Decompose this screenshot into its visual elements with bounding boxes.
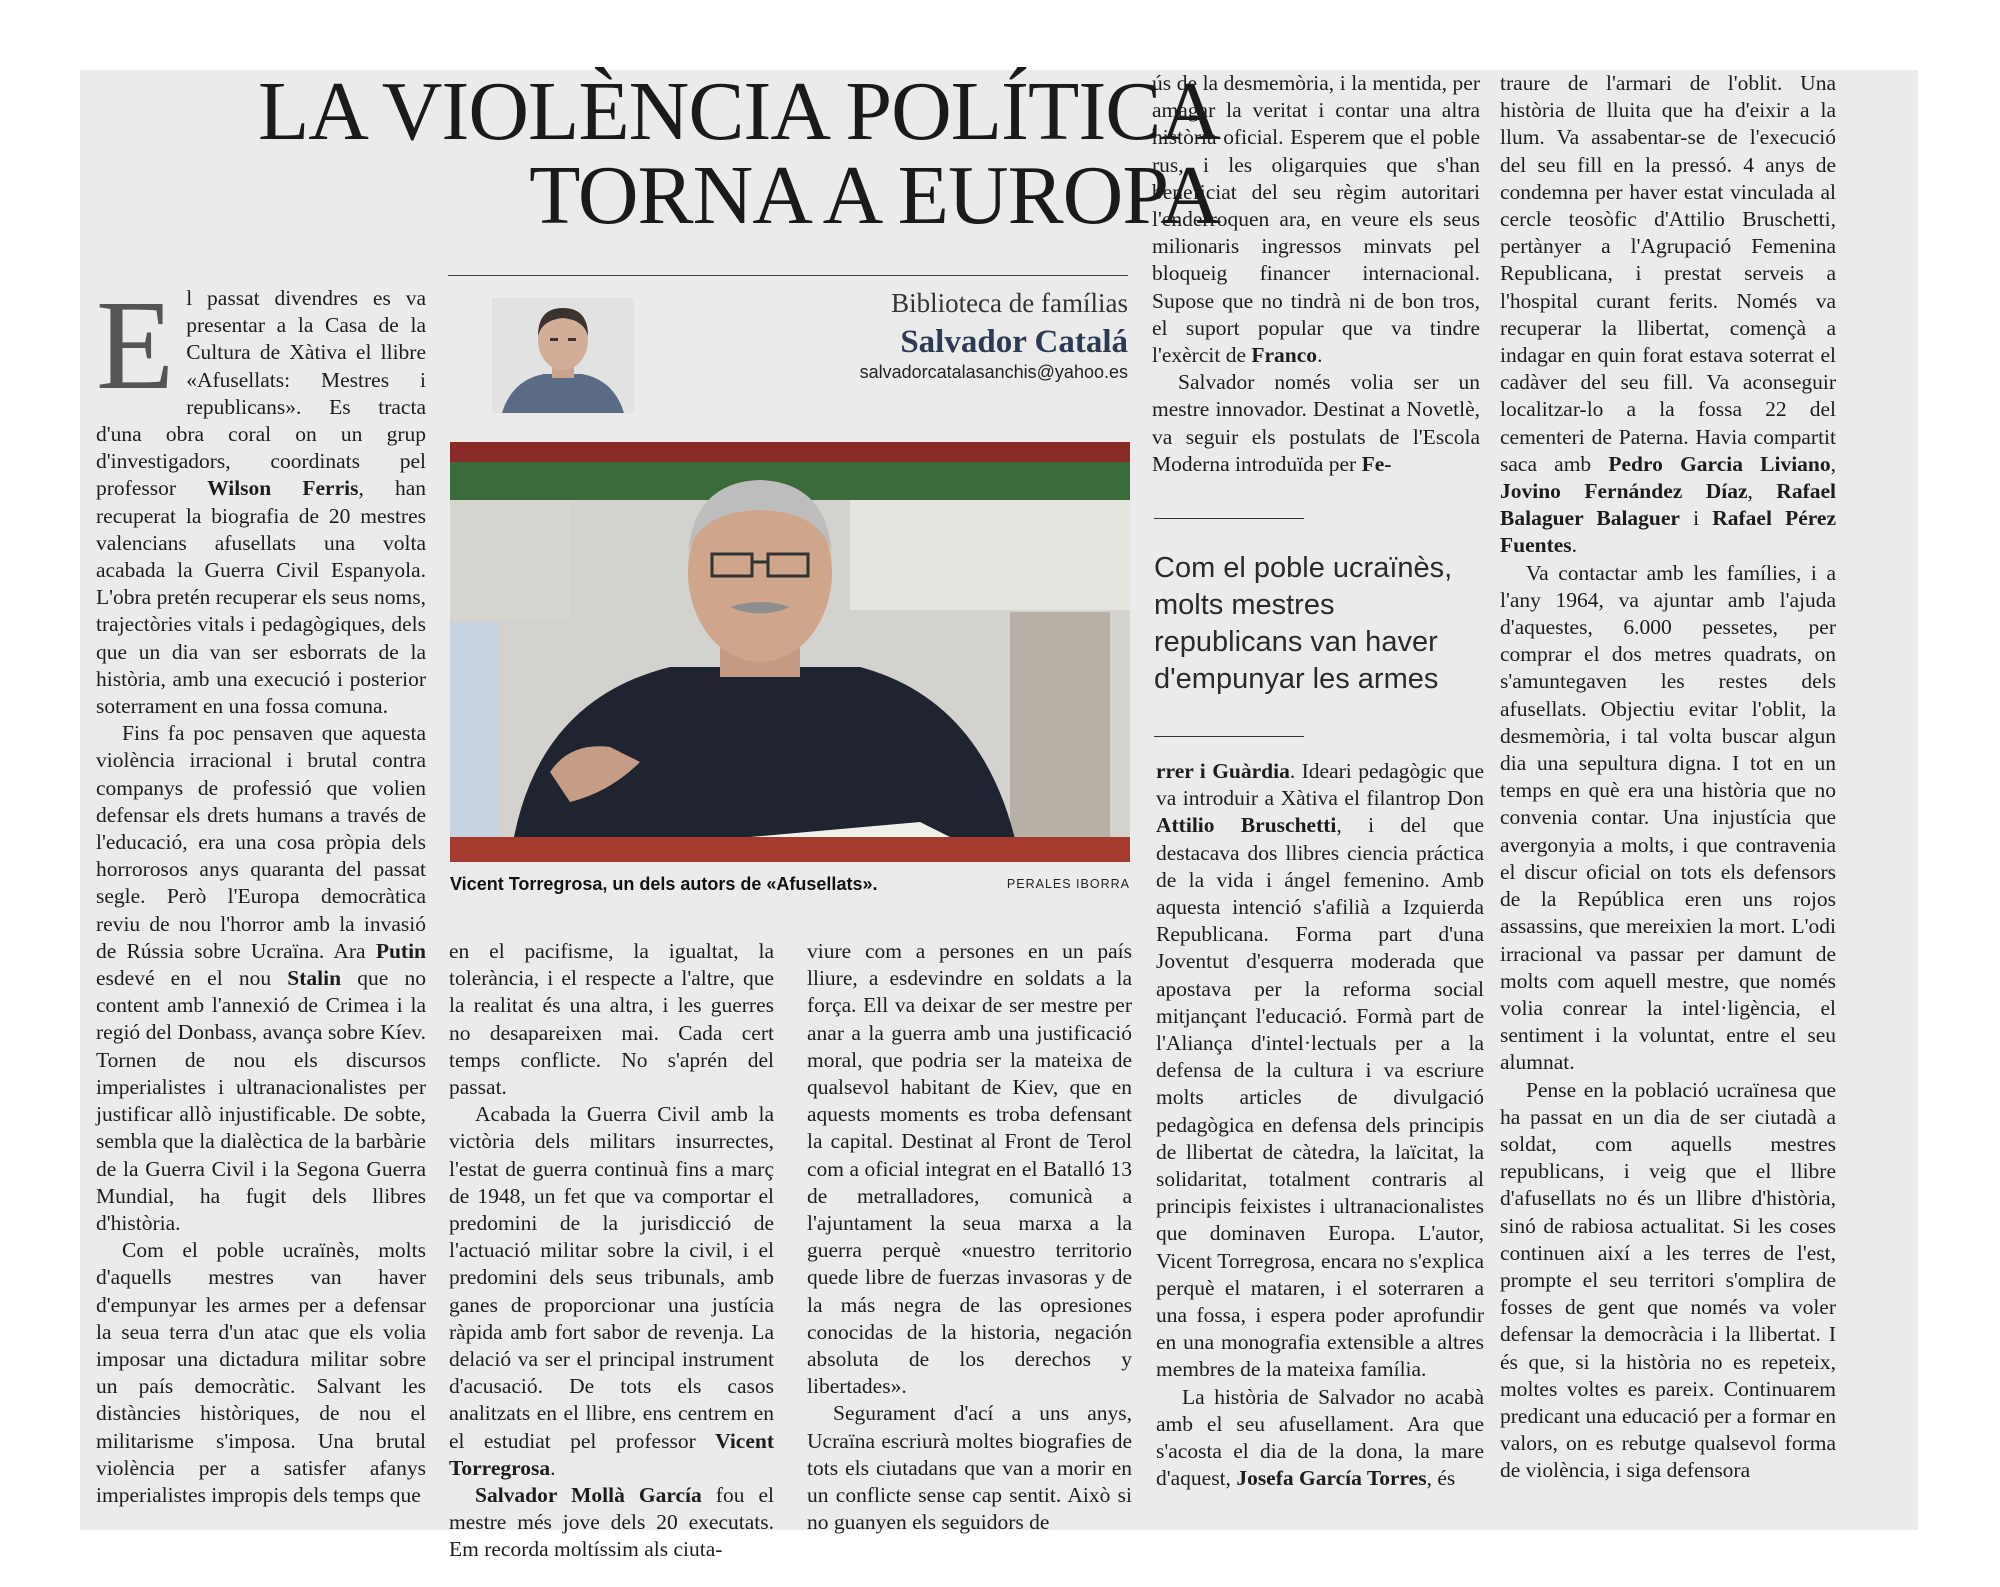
text: ,	[1747, 479, 1777, 504]
text: .	[1317, 343, 1323, 368]
text: i	[1679, 506, 1713, 531]
bold-name: Vicent Torregrosa	[449, 1428, 774, 1480]
text: , és	[1426, 1466, 1456, 1491]
photo-credit: PERALES IBORRA	[1006, 877, 1130, 891]
bold-name: Jovino Fernández Díaz	[1500, 479, 1748, 504]
headline	[140, 65, 1220, 242]
pull-quote-rule-bottom	[1154, 736, 1304, 737]
paragraph: Va contactar amb les famílies, i a l'any 1964, va ajuntar amb l'ajuda d'aquestes, 6.000 pessetes, per comprar el dos metres quadrats, on s'amuntegaven les restes dels afusellats. Objectiu evitar l'oblit, la desmemòria, i tal volta buscar algun dia una sepultura digna. I tot en un temps en què era una història que no convenia contar. Una injustícia que avergonyia a molts, i que contravenia el discur oficial on tots els defensors de la República eren uns rojos assassins, que mereixien la mort. L'odi irracional va passar per damunt de molts com aquell mestre, que només volia conrear la intel·ligència, el sentiment i la voluntat, entre el seu alumnat.	[1500, 560, 1836, 1075]
paragraph	[449, 1101, 774, 1482]
bold-name: Rafael Pérez Fuentes	[1500, 506, 1836, 558]
text: La història de Salvador no acabà amb el seu afusellament. Ara que s'acosta el dia de la dona, la mare d'aquest,	[1156, 1384, 1484, 1491]
paragraph: viure com a persones en un país lliure, a esdevindre en soldats a la força. Ell va deixar de ser mestre per anar a la guerra amb una justificació moral, que podria ser la mateixa de qualsevol habitant de Kiev, que en aquests moments es troba defensant la capital. Destinat al Front de Terol com a oficial integrat en el Batalló 13 de metralladores, comunicà a l'ajuntament la seua marxa a la guerra perquè «nuestro territorio quede libre de fuerzas invasoras y de la más negra de las opresiones conocidas de la historia, negación absoluta de los derechos y libertades».	[807, 939, 1132, 1399]
article-column-5-bottom	[1156, 758, 1484, 1528]
section-label: Biblioteca de famílias	[891, 288, 1128, 318]
article-column-4	[807, 938, 1132, 1535]
text: .	[1571, 533, 1578, 558]
bold-name: Rafael Balaguer Balaguer	[1500, 479, 1836, 531]
paragraph	[1152, 369, 1480, 478]
newspaper-page	[80, 65, 1918, 1562]
pull-quote-rule-top	[1154, 518, 1304, 519]
paragraph	[1152, 70, 1480, 369]
article-column-5-top	[1152, 70, 1480, 485]
text: , han recuperat la biografia de 20 mestres valencians afusellats una volta acabada la Guerra Civil Espanyola. L'obra pretén recuperar els seus noms, trajectòries vitals i pedagògiques, dels que un dia van ser esborrats de la història, amb una execució i posterior soterrament en una fossa comuna.	[96, 476, 426, 719]
paragraph	[1500, 70, 1836, 560]
speaker-photo-image	[450, 442, 1130, 862]
author-photo	[492, 298, 634, 413]
bold-name: Franco	[1251, 343, 1318, 368]
bold-name: Wilson Ferris	[207, 476, 359, 501]
text: ,	[1830, 451, 1836, 476]
text: l passat divendres es va presentar a la Casa de la Cultura de Xàtiva el llibre «Afusellats: Mestres i republicans». Es tracta d'una obra coral on un grup d'investigadors, coordinats pel professor	[96, 286, 426, 501]
author-portrait-image	[492, 298, 634, 413]
paragraph	[1156, 1384, 1484, 1493]
bold-name: Pedro Garcia Liviano	[1608, 451, 1831, 476]
headline-line-1: LA VIOLÈNCIA POLÍTICA	[257, 65, 1220, 158]
pull-quote: Com el poble ucraïnès, molts mestres republicans van haver d'empunyar les armes	[1154, 552, 1453, 695]
bold-name: Putin	[375, 938, 426, 963]
text: ús de la desmemòria, i la mentida, per amagar la veritat i contar una altra història oficial. Esperem que el poble rus, i les oligarquies que s'han beneficiat del seu règim autoritari l'enderroquen ara, en veure els seus milionaris ingressos minvats pel bloqueig financer internacional. Supose que no tindrà ni de bon tros, el suport popular que va tindre l'exèrcit de	[1152, 71, 1480, 368]
article-column-6	[1500, 70, 1836, 1530]
byline-rule	[448, 275, 1128, 276]
bold-name: Josefa García Torres	[1236, 1466, 1427, 1491]
headline-line-2: TORNA A EUROPA	[529, 149, 1220, 242]
paragraph: Pense en la població ucraïnesa que ha passat en un dia de ser ciutadà a soldat, com aquells mestres republicans, i veig que el llibre d'afusellats no és un llibre d'història, sinó de rabiosa actualitat. Si les coses continuen així a les terres de l'est, prompte el seu territori s'omplira de fosses de gent que només va voler defensar la democràcia i la llibertat. I és que, si la història no es repeteix, moltes voltes es pareix. Continuarem predicant una educació per a formar en valors, on es rebutge qualsevol forma de violència, i siga defensora	[1500, 1077, 1836, 1483]
bold-name: rrer i Guàrdia	[1156, 759, 1290, 783]
paragraph: Segurament d'ací a uns anys, Ucraïna escriurà moltes biografies de tots els ciutadans que van a morir en un conflicte sense cap sentit. Això si no guanyen els seguidors de	[807, 1401, 1132, 1535]
author-email: salvadorcatalasanchis@yahoo.es	[859, 362, 1128, 382]
text: Salvador només volia ser un mestre innovador. Destinat a Novetlè, va seguir els postulats de l'Escola Moderna introduïda per	[1152, 370, 1480, 476]
text: Acabada la Guerra Civil amb la victòria dels militars insurrectes, l'estat de guerra continuà fins a març de 1948, un fet que va comportar el predomini de la jurisdicció de l'actuació militar sobre la civil, i el predomini dels seus tribunals, amb ganes de proporcionar una justícia ràpida amb fort sabor de revenja. La delació va ser el principal instrument d'acusació. De tots els casos analitzats en el llibre, ens centrem en el estudiat pel professor	[449, 1102, 774, 1453]
photo-caption	[450, 874, 1130, 895]
text: traure de l'armari de l'oblit. Una història de lluita que ha d'eixir a la llum. Va assabentar-se de l'execució del seu fill en la pressó. 4 anys de condemna per haver estat vinculada al cercle teosòfic d'Attilio Bruschetti, pertànyer a l'Agrupació Femenina Republicana, i prestat serveis a l'hospital curant ferits. Només va recuperar la llibertat, començà a indagar en quin forat estava soterrat el cadàver del seu fill. Va aconseguir localitzar-lo a la fossa 22 del cementeri de Paterna. Havia compartit saca amb	[1500, 71, 1836, 476]
caption-text: Vicent Torregrosa, un dels autors de «Afusellats».	[450, 874, 878, 894]
main-photo	[450, 442, 1130, 862]
text: esdevé en el nou	[96, 966, 288, 991]
author-name: Salvador Catalá	[900, 324, 1128, 360]
text: fou el mestre més jove dels 20 executats. Em recorda moltíssim als ciuta-	[449, 1483, 774, 1562]
article-column-3	[449, 938, 774, 1562]
bold-name: Salvador Mollà García	[475, 1483, 702, 1508]
drop-cap: E	[96, 274, 175, 416]
text: .	[550, 1455, 556, 1480]
bold-name: Fe-	[1361, 451, 1392, 476]
paragraph: en el pacifisme, la igualtat, la tolerància, i el respecte a l'altre, que la realitat és una altra, i les guerres no desapareixen mai. Cada cert temps conflicte. No s'aprén del passat.	[449, 939, 774, 1100]
paragraph	[1156, 758, 1484, 1384]
article-column-1	[96, 274, 426, 1525]
bold-name: Stalin	[287, 966, 342, 991]
paragraph	[96, 720, 426, 1237]
text: que no content amb l'annexió de Crimea i la regió del Donbass, avança sobre Kíev. Tornen de nou els discursos imperialistes i ultranacionalistes per justificar allò injustificable. De sobte, sembla que la dialèctica de la barbàrie de la Guerra Civil i la Segona Guerra Mundial, ha fugit dels llibres d'història.	[96, 966, 426, 1235]
bold-name: Attilio Bruschetti	[1156, 813, 1337, 838]
text: , i del que destacava dos llibres ciencia práctica de la vida i ángel femenino. Amb aquesta intenció s'afilià a Izquierda Republicana. Forma part d'una Joventut d'esquerra moderada que apostava per la reforma social mitjançant l'educació. Formà part de l'Aliança d'intel·lectuals per a la defensa de la cultura i va escriure molts articles de divulgació pedagògica en defensa dels principis de llibertat de càtedra, la laïcitat, la solidaritat, totalment contraris al principis feixistes i ultranacionalistes que dominaven Europa. L'autor, Vicent Torregrosa, encara no s'explica perquè el mataren, i el soterraren a una fossa, i espera poder aprofundir en una monografia extensible a altres membres de la mateixa família.	[1156, 813, 1484, 1382]
text: . Ideari pedagògic que va introduir a Xàtiva el filantrop Don	[1156, 759, 1484, 811]
text: Fins fa poc pensaven que aquesta violència irracional i brutal contra companys de professió que volien defensar els drets humans a través de l'educació, era una cosa pròpia dels horrorosos anys quaranta del passat segle. Però l'Europa democràtica reviu de nou l'horror amb la invasió de Rússia sobre Ucraïna. Ara	[96, 721, 426, 963]
paragraph: Com el poble ucraïnès, molts d'aquells mestres van haver d'empunyar les armes per a defensar la seua terra d'un atac que els volia imposar una dictadura militar sobre un país democràtic. Salvant les distàncies històriques, de nou el militarisme s'imposa. Una brutal violència per a satisfer afanys imperialistes impropis dels temps que	[96, 1238, 426, 1507]
paragraph	[449, 1482, 774, 1564]
